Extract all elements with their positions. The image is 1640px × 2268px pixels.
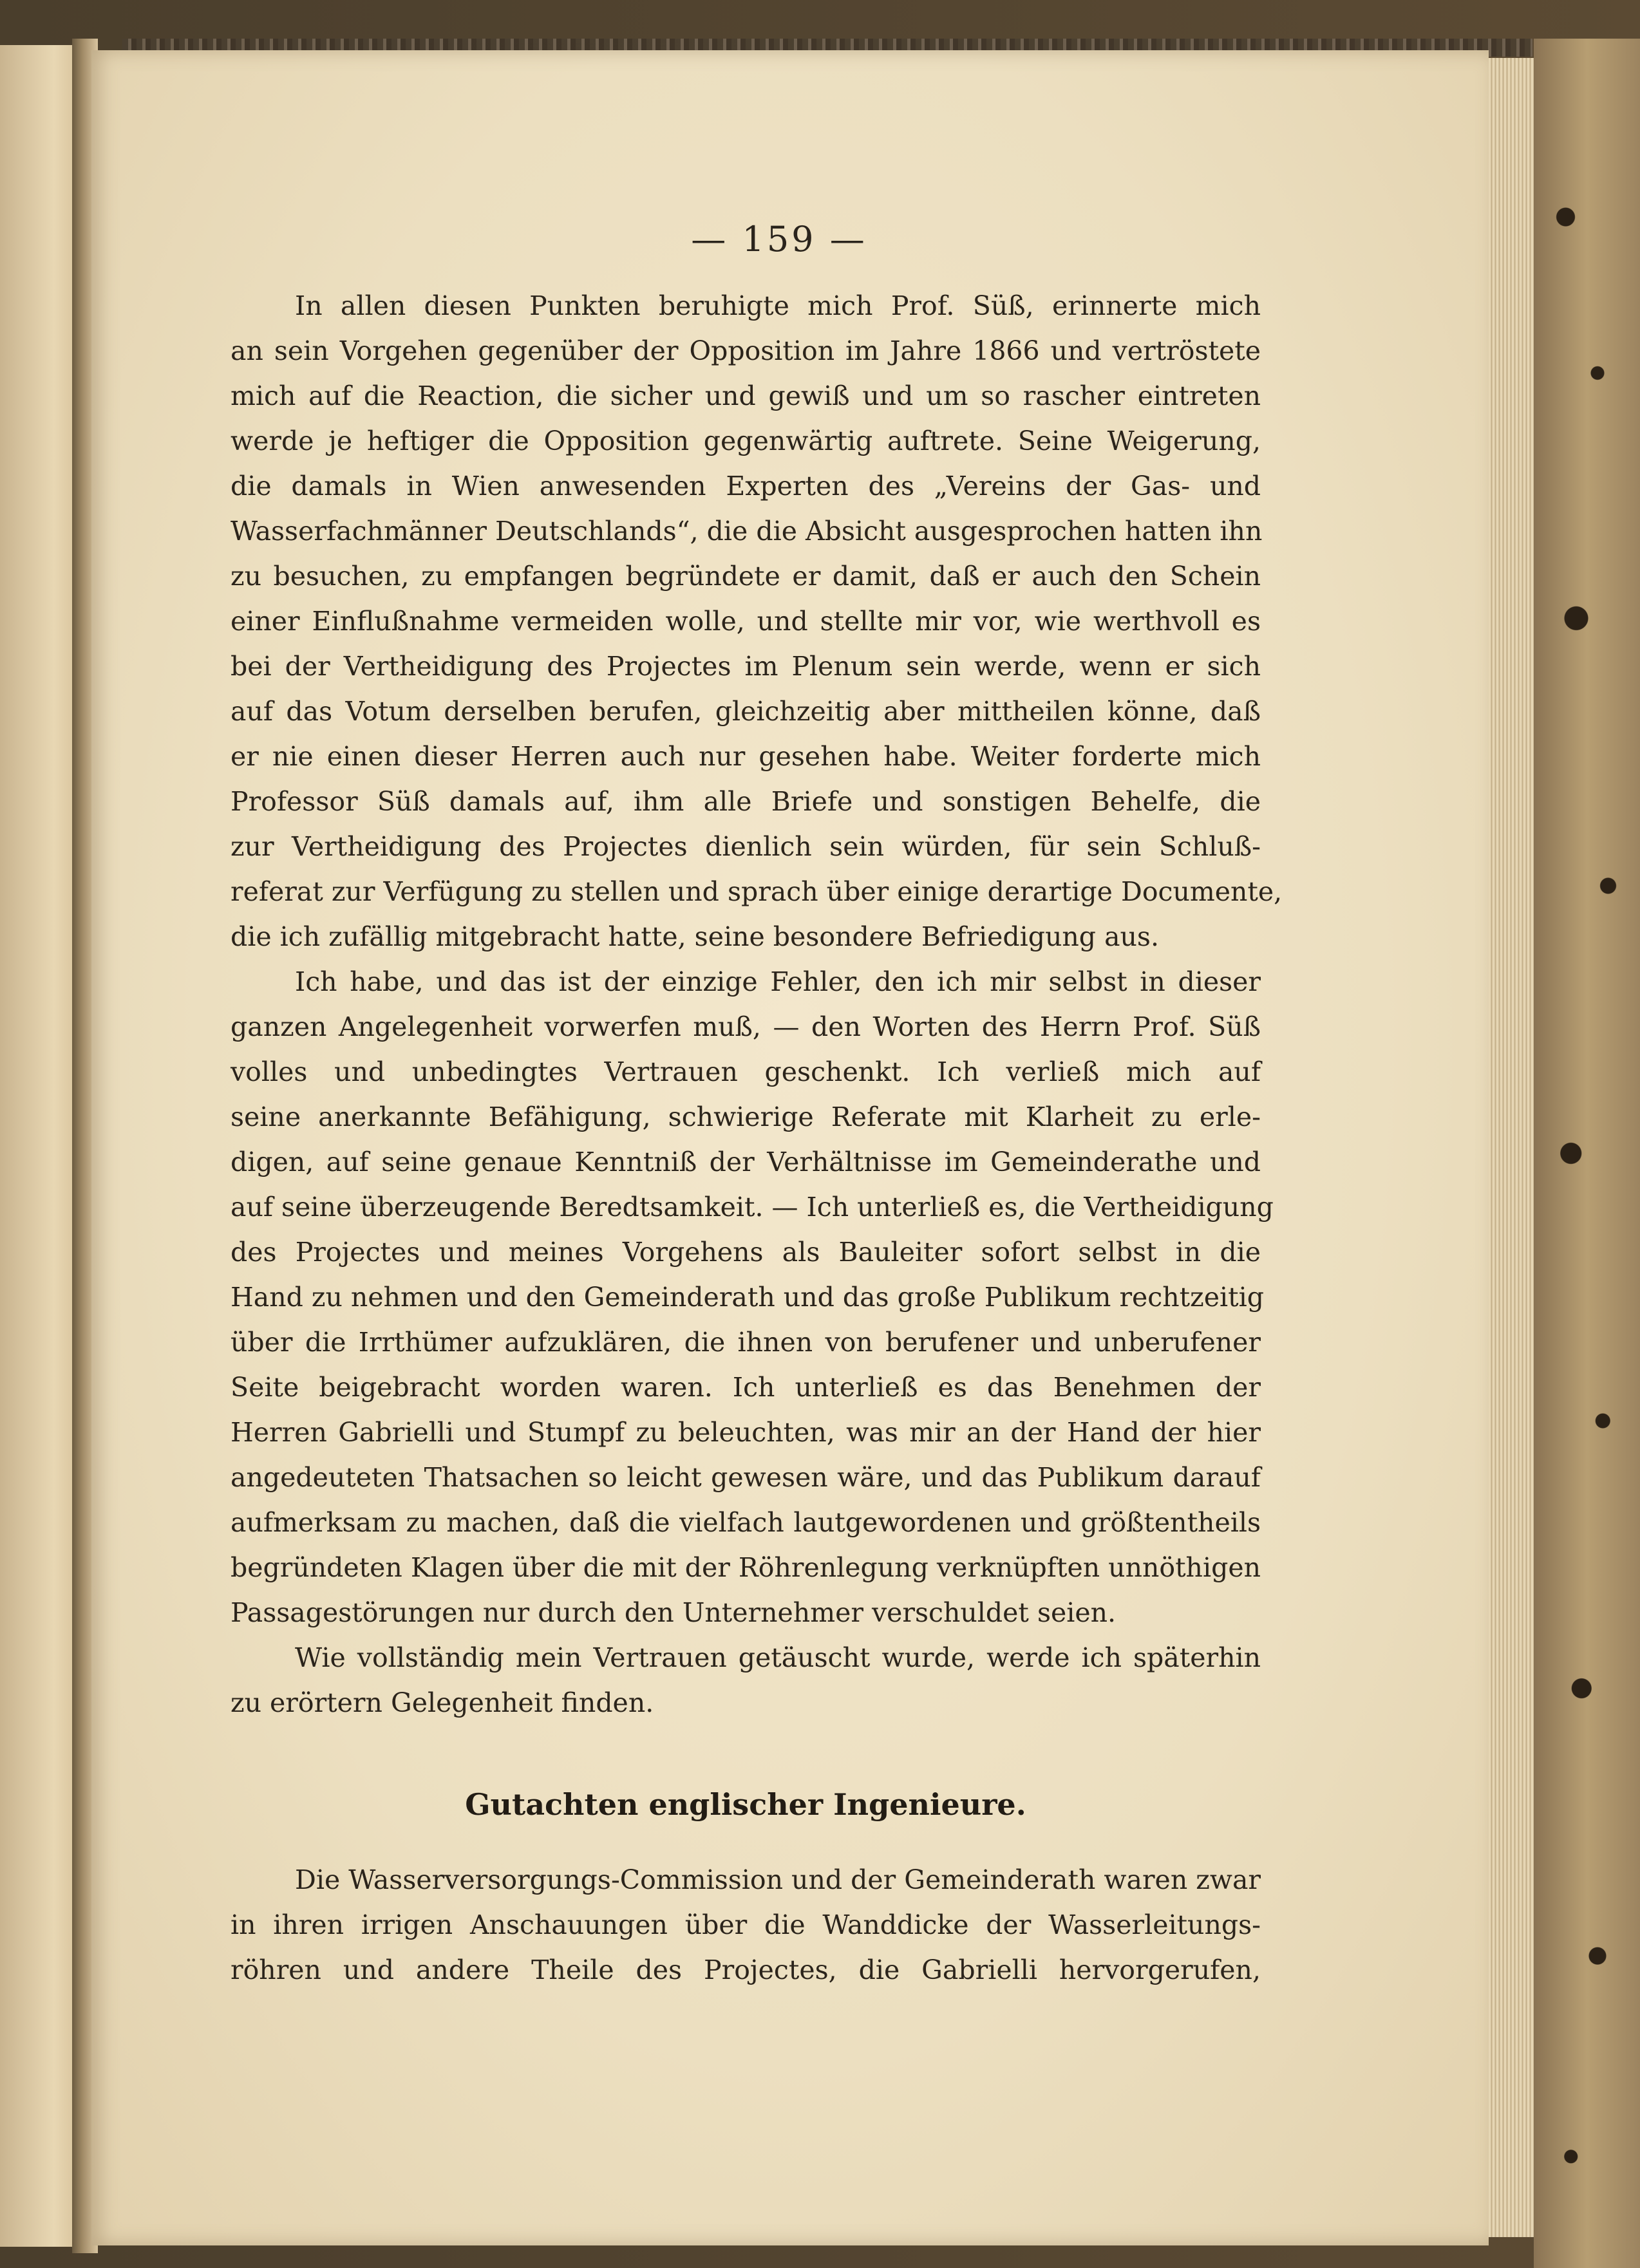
text-line: einer Einflußnahme vermeiden wolle, und stellte mir vor, wie werthvoll es <box>231 606 1261 637</box>
text-line: In allen diesen Punkten beruhigte mich Prof. Süß, erinnerte mich <box>295 290 1261 321</box>
text-line: er nie einen dieser Herren auch nur gesehen habe. Weiter forderte mich <box>231 741 1261 772</box>
text-line: referat zur Verfügung zu stellen und sprach über einige derartige Documente, <box>231 876 1283 907</box>
text-line: des Projectes und meines Vorgehens als Bauleiter sofort selbst in die <box>231 1237 1261 1268</box>
marbled-cover <box>1534 39 1640 2268</box>
text-line: Herren Gabrielli und Stumpf zu beleuchten, was mir an der Hand der hier <box>231 1417 1261 1448</box>
text-line: röhren und andere Theile des Projectes, die Gabrielli hervorgerufen, <box>231 1954 1261 1985</box>
text-line: begründeten Klagen über die mit der Röhrenlegung verknüpften unnöthigen <box>231 1552 1261 1583</box>
page-number: — 159 — <box>691 219 867 259</box>
text-line: seine anerkannte Befähigung, schwierige Referate mit Klarheit zu erle- <box>231 1101 1261 1132</box>
text-line: zu besuchen, zu empfangen begründete er damit, daß er auch den Schein <box>231 561 1261 592</box>
paragraph-3 <box>231 1635 1261 1725</box>
text-line: die damals in Wien anwesenden Experten des „Vereins der Gas- und <box>231 471 1261 501</box>
page-edges <box>1489 58 1534 2237</box>
paragraph-1 <box>231 283 1283 959</box>
text-line: aufmerksam zu machen, daß die vielfach lautgewordenen und größtentheils <box>231 1507 1261 1538</box>
text-line: Passagestörungen nur durch den Unternehmer verschuldet seien. <box>231 1597 1117 1628</box>
text-line: die ich zufällig mitgebracht hatte, seine besondere Befriedigung aus. <box>231 921 1160 952</box>
text-line: Wasserfachmänner Deutschlands“, die die Absicht ausgesprochen hatten ihn <box>231 516 1263 547</box>
text-line: Wie vollständig mein Vertrauen getäuscht wurde, werde ich späterhin <box>295 1642 1261 1673</box>
text-line: ganzen Angelegenheit vorwerfen muß, — den Worten des Herrn Prof. Süß <box>231 1011 1261 1042</box>
text-line: zu erörtern Gelegenheit finden. <box>231 1687 654 1718</box>
paragraph-2 <box>231 959 1274 1635</box>
section-heading: Gutachten englischer Ingenieure. <box>465 1787 1026 1822</box>
text-line: auf das Votum derselben berufen, gleichzeitig aber mittheilen könne, daß <box>231 696 1261 727</box>
text-line: an sein Vorgehen gegenüber der Opposition im Jahre 1866 und vertröstete <box>231 335 1261 366</box>
text-line: Hand zu nehmen und den Gemeinderath und das große Publikum rechtzeitig <box>231 1282 1264 1313</box>
text-line: Die Wasserversorgungs-Commission und der Gemeinderath waren zwar <box>295 1864 1261 1895</box>
text-line: in ihren irrigen Anschauungen über die Wanddicke der Wasserleitungs- <box>231 1909 1261 1940</box>
text-line: digen, auf seine genaue Kenntniß der Verhältnisse im Gemeinderathe und <box>231 1147 1261 1177</box>
left-page-edge <box>0 45 77 2247</box>
text-line: mich auf die Reaction, die sicher und gewiß und um so rascher eintreten <box>231 380 1261 411</box>
text-line: zur Vertheidigung des Projectes dienlich sein würden, für sein Schluß- <box>231 831 1261 862</box>
text-line: Seite beigebracht worden waren. Ich unterließ es das Benehmen der <box>231 1372 1261 1403</box>
section-body-text <box>231 1857 1261 1992</box>
text-line: werde je heftiger die Opposition gegenwärtig auftrete. Seine Weigerung, <box>231 426 1261 456</box>
text-line: Professor Süß damals auf, ihm alle Briefe und sonstigen Behelfe, die <box>231 786 1261 817</box>
text-line: Ich habe, und das ist der einzige Fehler, den ich mir selbst in dieser <box>295 966 1261 997</box>
text-line: über die Irrthümer aufzuklären, die ihnen von berufener und unberufener <box>231 1327 1261 1358</box>
text-line: bei der Vertheidigung des Projectes im Plenum sein werde, wenn er sich <box>231 651 1261 682</box>
text-line: volles und unbedingtes Vertrauen geschenkt. Ich verließ mich auf <box>231 1056 1261 1087</box>
body-text <box>231 283 1283 1725</box>
text-line: angedeuteten Thatsachen so leicht gewesen wäre, und das Publikum darauf <box>231 1462 1261 1493</box>
text-line: auf seine überzeugende Beredtsamkeit. — Ich unterließ es, die Vertheidigung <box>231 1192 1274 1223</box>
section-paragraph <box>231 1857 1261 1992</box>
